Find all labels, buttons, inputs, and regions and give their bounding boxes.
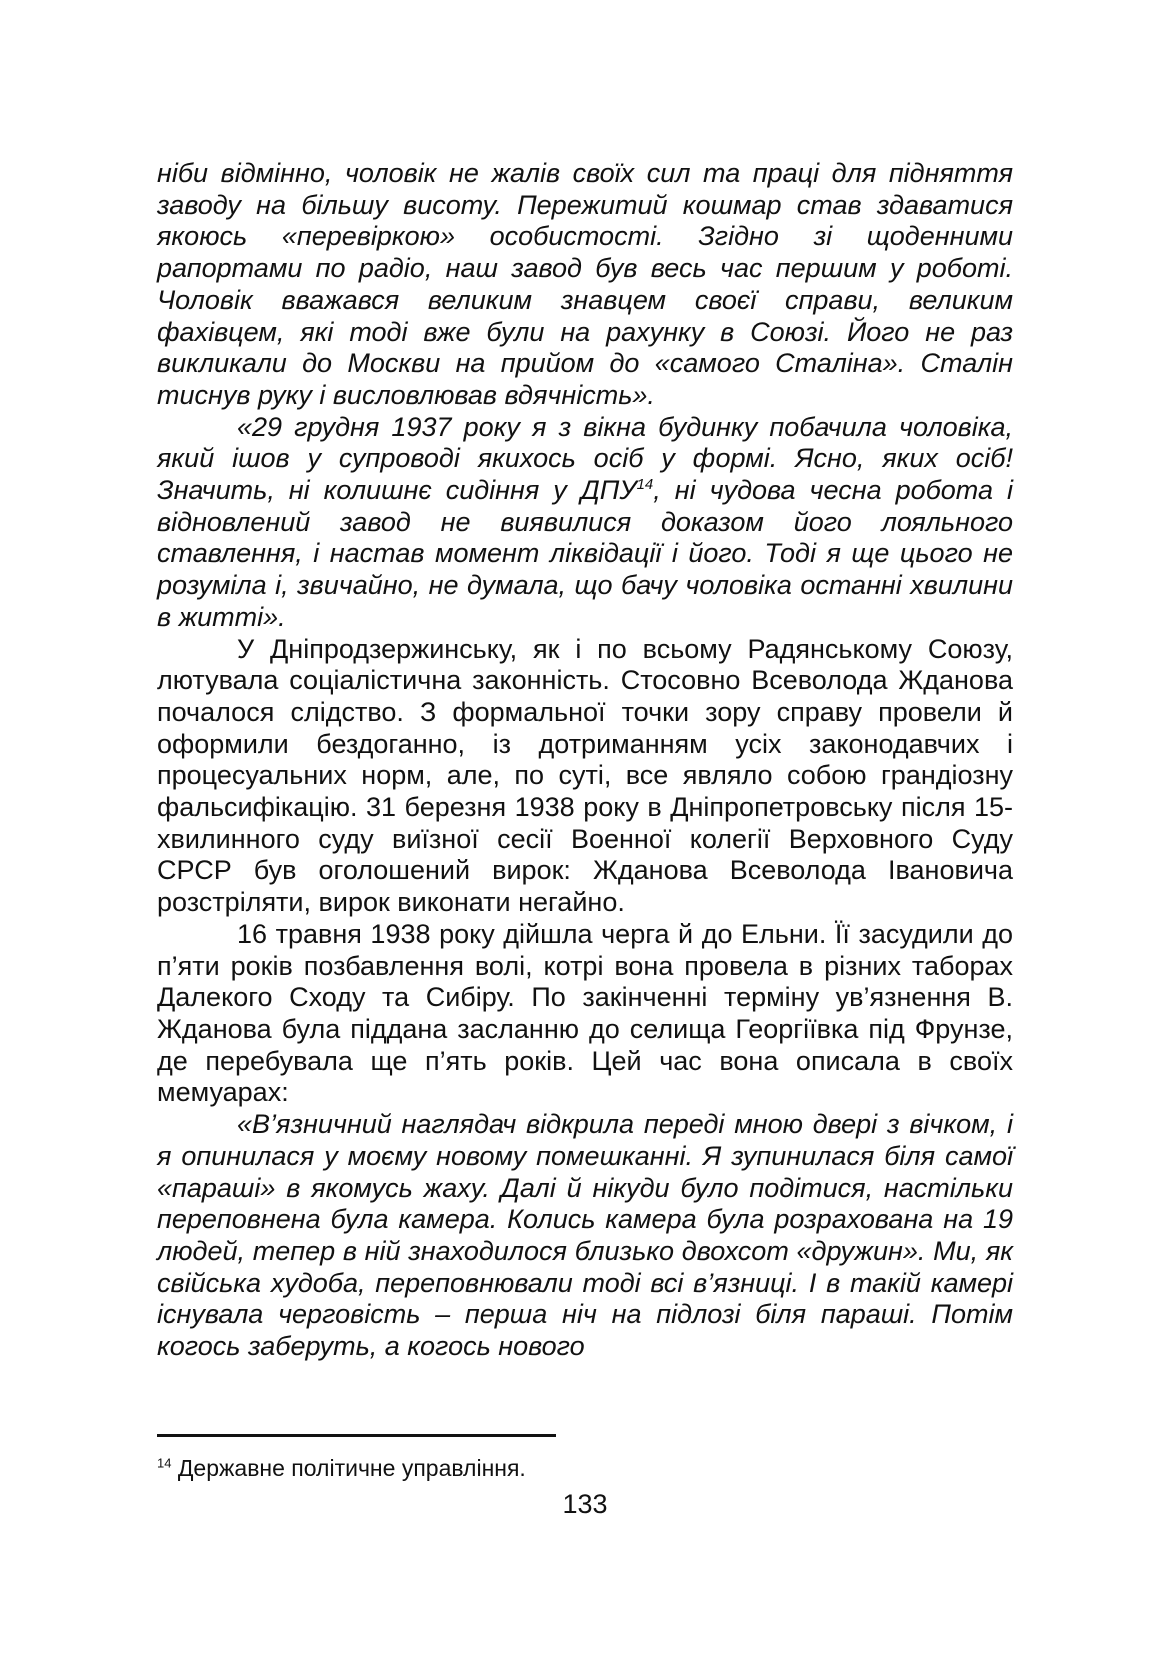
paragraph-memoir-3 [157,1109,1013,1363]
page-number: 133 [562,1489,608,1519]
paragraph-text: ніби відмінно, чоловік не жалів своїх сил та праці для підняття заводу на більшу висоту. Пережитий кошмар став здаватися якоюсь «перевіркою» особистості. Згідно зі щоденними рапортами по радіо, наш завод був весь час першим у роботі. Чоловік вважався великим знавцем своєї справи, великим фахівцем, які тоді вже були на рахунку в Союзі. Його не раз викликали до Москви на прийом до «самого Сталіна». Сталін тиснув руку і висловлював вдячність». [157,158,1013,410]
footnote-separator [157,1434,556,1437]
paragraph-sentence [157,919,1013,1109]
paragraph-text: У Дніпродзержинську, як і по всьому Радянському Союзу, лютувала соціалістична законність. Стосовно Всеволода Жданова почалося слідство. З формальної точки зору справу провели й оформили бездоганно, із дотриманням усіх законодавчих і процесуальних норм, але, по суті, все являло собою грандіозну фальсифікацію. 31 березня 1938 року в Дніпропетровську після 15-хвилинного суду виїзної сесії Военної колегії Верховного Суду СРСР був оголошений вирок: Жданова Всеволода Івановича розстріляти, вирок виконати негайно. [157,633,1013,918]
footnote-reference[interactable]: 14 [636,476,654,494]
paragraph-text: «В’язничний наглядач відкрила переді мною двері з вічком, і я опинилася у моєму новому помешканні. Я зупинилася біля самої «параші» в якомусь жаху. Далі й нікуди було подітися, настільки переповнена була камера. Колись камера була розрахована на 19 людей, тепер в ній знаходилося близько двохсот «дружин». Ми, як свійська худоба, переповнювали тоді всі в’язниці. І в такій камері існувала черговість – перша ніч на підлозі біля параші. Потім когось заберуть, а когось нового [157,1109,1013,1362]
paragraph-memoir-2 [157,412,1013,634]
paragraph-text: «29 грудня 1937 року я з вікна будинку побачила чоловіка, який ішов у супроводі якихось осіб у формі. Ясно, яких осіб! Значить, ні колишнє сидіння у ДПУ [157,411,1013,506]
paragraph-text: , ні чудова чесна робота і відновлений завод не виявилися доказом його лояльного ставлення, і настав момент ліквідації і його. Тоді я ще цього не розуміла і, звичайно, не думала, що бачу чоловіка останні хвилини в житті». [157,475,1013,632]
paragraph-memoir-1 [157,158,1013,412]
paragraph-investigation [157,634,1013,919]
paragraph-text: 16 травня 1938 року дійшла черга й до Ельни. Її засудили до п’яти років позбавлення волі, котрі вона провела в різних таборах Далекого Сходу та Сибіру. По закінченні терміну ув’язнення В. Жданова була піддана засланню до селища Георгіївка під Фрунзе, де перебувала ще п’ять років. Цей час вона описала в своїх мемуарах: [157,918,1013,1108]
footnote-text: Державне політичне управління. [171,1455,526,1481]
body-text [157,158,1013,1363]
footnote-marker: 14 [157,1455,172,1471]
footnote [157,1454,857,1482]
